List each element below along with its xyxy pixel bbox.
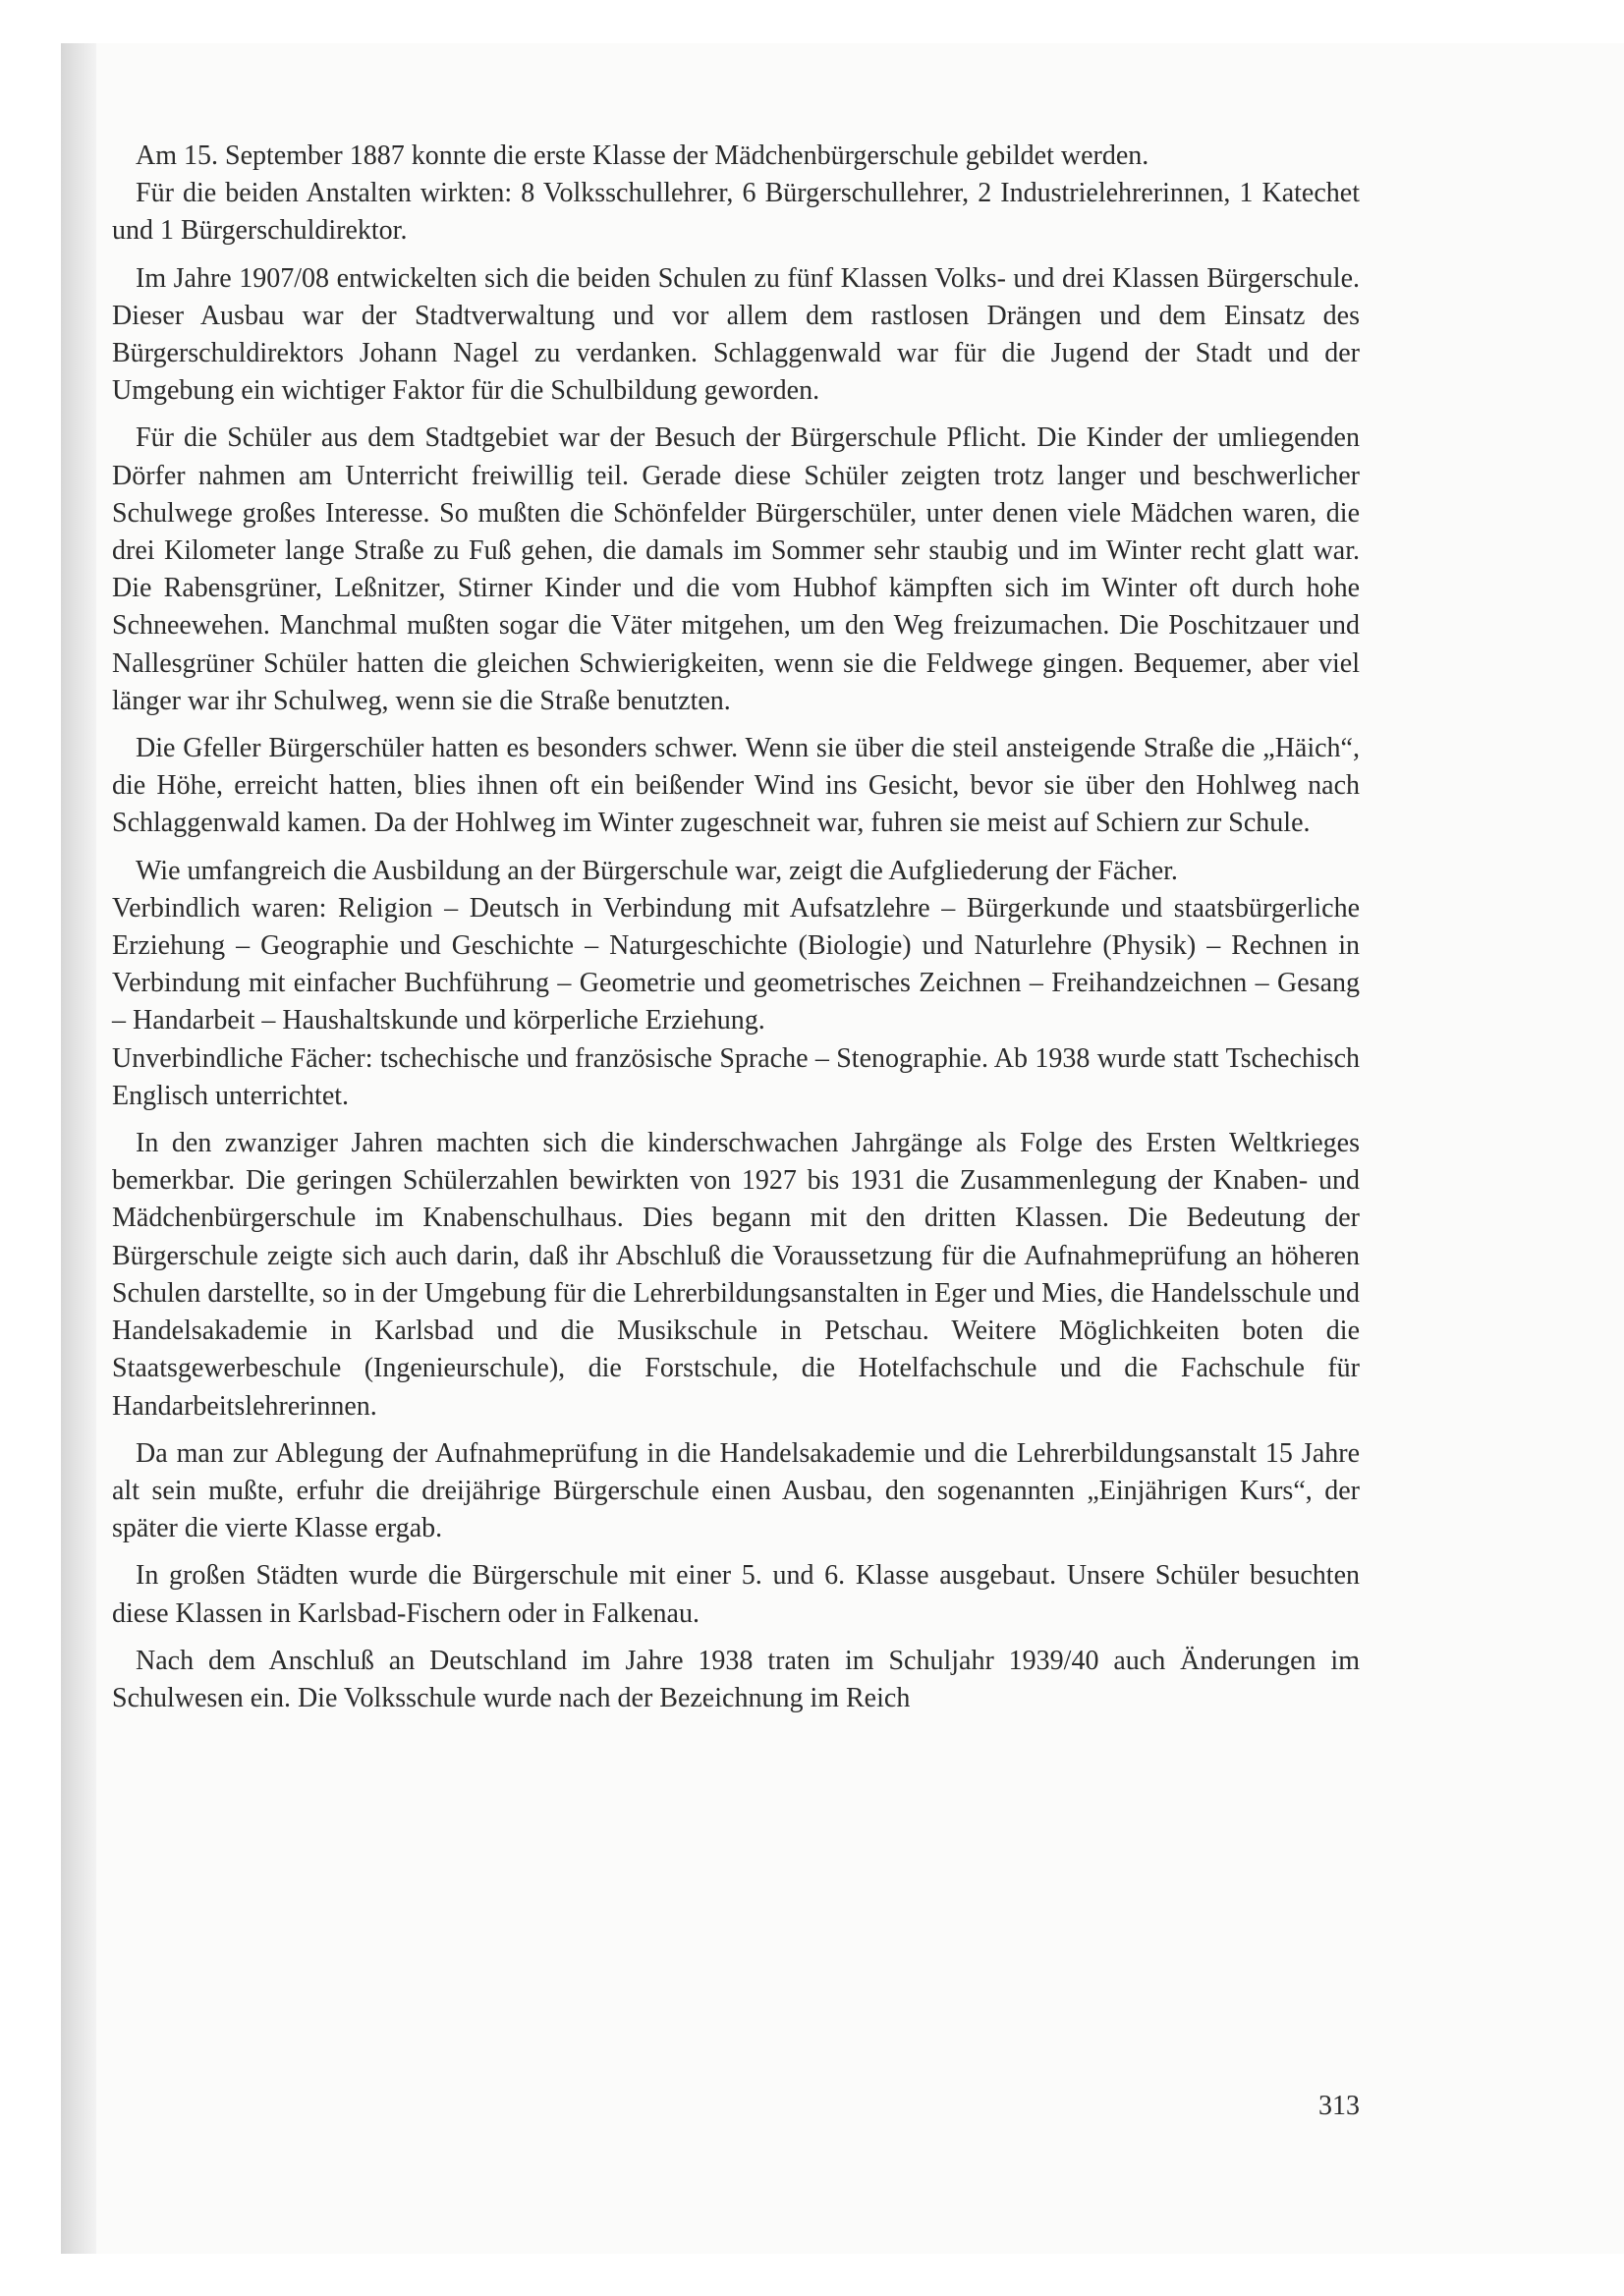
paragraph: In den zwanziger Jahren machten sich die kinderschwachen Jahrgänge als Folge des Ersten Weltkrieges bemerkbar. Die geringen Schülerzahlen bewirkten von 1927 bis 1931 die Zusammenlegung der Knaben- und Mädchenbürgerschule im Knabenschulhaus. Dies begann mit den dritten Klassen. Die Bedeutung der Bürgerschule zeigte sich auch darin, daß ihr Abschluß die Voraussetzung für die Aufnahmeprüfung an höheren Schulen darstellte, so in der Umgebung für die Lehrerbildungsanstalten in Eger und Mies, die Handelsschule und Handelsakademie in Karlsbad und die Musikschule in Petschau. Weitere Möglichkeiten boten die Staatsgewerbeschule (Ingenieurschule), die Forstschule, die Hotelfachschule und die Fachschule für Handarbeitslehrerinnen. [112, 1128, 1360, 1422]
paragraph: Da man zur Ablegung der Aufnahmeprüfung in die Handelsakademie und die Lehrerbildungsanstalt 15 Jahre alt sein mußte, erfuhr die dreijährige Bürgerschule einen Ausbau, den sogenannten „Einjährigen Kurs“, der später die vierte Klasse ergab. [112, 1437, 1360, 1544]
paragraph: Wie umfangreich die Ausbildung an der Bürgerschule war, zeigt die Aufgliederung der Fächer. [136, 855, 1178, 886]
scan-shadow-edge [61, 43, 96, 2254]
paragraph: Für die beiden Anstalten wirkten: 8 Volksschullehrer, 6 Bürgerschullehrer, 2 Industrielehrerinnen, 1 Katechet und 1 Bürgerschuldirektor. [112, 178, 1360, 247]
page-number: 313 [1318, 2091, 1360, 2121]
paragraph: Im Jahre 1907/08 entwickelten sich die beiden Schulen zu fünf Klassen Volks- und drei Klassen Bürgerschule. Dieser Ausbau war der Stadtverwaltung und vor allem dem rastlosen Drängen und dem Einsatz des Bürgerschuldirektors Johann Nagel zu verdanken. Schlaggenwald war für die Jugend der Stadt und der Umgebung ein wichtiger Faktor für die Schulbildung geworden. [112, 262, 1360, 407]
paragraph: Für die Schüler aus dem Stadtgebiet war der Besuch der Bürgerschule Pflicht. Die Kinder der umliegenden Dörfer nahmen am Unterricht freiwillig teil. Gerade diese Schüler zeigten trotz langer und beschwerlicher Schulwege großes Interesse. So mußten die Schönfelder Bürgerschüler, unter denen viele Mädchen waren, die drei Kilometer lange Straße zu Fuß gehen, die damals im Sommer sehr staubig und im Winter recht glatt war. Die Rabensgrüner, Leßnitzer, Stirner Kinder und die vom Hubhof kämpften sich im Winter oft durch hohe Schneewehen. Manchmal mußten sogar die Väter mitgehen, um den Weg freizumachen. Die Poschitzauer und Nallesgrüner Schüler hatten die gleichen Schwierigkeiten, wenn sie die Feldwege gingen. Bequemer, aber viel länger war ihr Schulweg, wenn sie die Straße benutzten. [112, 422, 1360, 716]
paragraph: Unverbindliche Fächer: tschechische und französische Sprache – Stenographie. Ab 1938 wurde statt Tschechisch Englisch unterrichtet. [112, 1042, 1360, 1111]
paragraph: Verbindlich waren: Religion – Deutsch in Verbindung mit Aufsatzlehre – Bürgerkunde und staatsbürgerliche Erziehung – Geographie und Geschichte – Naturgeschichte (Biologie) und Naturlehre (Physik) – Rechnen in Verbindung mit einfacher Buchführung – Geometrie und geometrisches Zeichnen – Freihandzeichnen – Gesang – Handarbeit – Haushaltskunde und körperliche Erziehung. [112, 892, 1360, 1036]
paragraph: Nach dem Anschluß an Deutschland im Jahre 1938 traten im Schuljahr 1939/40 auch Änderungen im Schulwesen ein. Die Volksschule wurde nach der Bezeichnung im Reich [112, 1645, 1360, 1713]
paragraph: Am 15. September 1887 konnte die erste Klasse der Mädchenbürgerschule gebildet werden. [136, 140, 1149, 171]
text-column [112, 138, 1360, 1717]
paragraph: Die Gfeller Bürgerschüler hatten es besonders schwer. Wenn sie über die steil ansteigende Straße die „Häich“, die Höhe, erreicht hatten, blies ihnen oft ein beißender Wind ins Gesicht, bevor sie über den Hohlweg nach Schlaggenwald kamen. Da der Hohlweg im Winter zugeschneit war, fuhren sie meist auf Schiern zur Schule. [112, 733, 1360, 839]
paragraph: In großen Städten wurde die Bürgerschule mit einer 5. und 6. Klasse ausgebaut. Unsere Schüler besuchten diese Klassen in Karlsbad-Fischern oder in Falkenau. [112, 1560, 1360, 1629]
